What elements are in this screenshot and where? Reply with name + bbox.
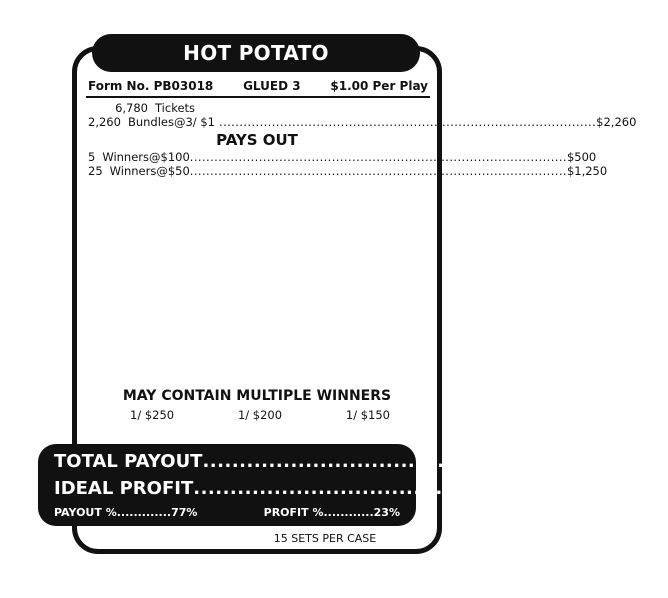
line-amount: $500 xyxy=(566,150,597,164)
price-per-play: $1.00 Per Play xyxy=(330,79,428,93)
line-at: @ xyxy=(156,164,168,178)
line-amount: $1,250 xyxy=(566,164,608,178)
line-at: @ xyxy=(149,150,161,164)
payout-percent-label: PAYOUT % xyxy=(54,506,117,519)
sets-per-case: 15 SETS PER CASE xyxy=(273,532,377,545)
leader-dots: ............................................................................................. xyxy=(189,164,567,178)
line-desc xyxy=(168,164,567,178)
total-payout-row xyxy=(54,451,668,472)
list-item: 1/ $250 xyxy=(130,408,175,422)
payout-percent xyxy=(54,506,197,519)
total-payout-value: $1,750 xyxy=(598,451,668,472)
title-banner xyxy=(92,34,420,72)
profit-percent-value: 23% xyxy=(373,506,400,519)
header-divider xyxy=(86,96,430,98)
line-at: @ xyxy=(173,115,186,129)
line-desc xyxy=(161,150,567,164)
leader-dots: ............. xyxy=(116,506,172,519)
total-payout-label: TOTAL PAYOUT xyxy=(54,451,203,472)
payout-percent-value: 77% xyxy=(171,506,198,519)
leader-dots: ............................................................................................. xyxy=(214,115,597,129)
percentages-row xyxy=(54,506,400,519)
profit-percent xyxy=(264,506,400,519)
profit-percent-label: PROFIT % xyxy=(263,506,324,519)
ideal-profit-row xyxy=(54,478,640,499)
line-qty: 6,780 xyxy=(115,101,148,115)
leader-dots: ...................................................... xyxy=(193,478,590,499)
form-number: Form No. PB03018 xyxy=(88,79,214,93)
line-amount: $2,260 xyxy=(596,115,637,129)
ticket-info-lines xyxy=(88,101,637,129)
line-label: Bundles xyxy=(127,115,174,129)
list-item xyxy=(88,115,637,129)
line-desc-text: $100 xyxy=(160,150,190,164)
list-item xyxy=(88,150,597,164)
multiple-winners-heading: MAY CONTAIN MULTIPLE WINNERS xyxy=(122,388,392,404)
list-item xyxy=(88,101,384,115)
multiple-winners-list xyxy=(130,408,390,422)
pays-out-heading: PAYS OUT xyxy=(216,131,298,149)
leader-dots: ............ xyxy=(323,506,374,519)
ideal-profit-label: IDEAL PROFIT xyxy=(54,478,194,499)
leader-dots: ............................................................................................. xyxy=(189,150,567,164)
ticket-title: HOT POTATO xyxy=(183,41,329,65)
list-item xyxy=(88,164,608,178)
header-row xyxy=(88,79,428,97)
line-desc-text: $50 xyxy=(167,164,190,178)
leader-dots: ...................................................... xyxy=(202,451,599,472)
line-qty: 2,260 xyxy=(88,115,121,129)
list-item: 1/ $200 xyxy=(237,408,283,422)
ideal-profit-value: $510 xyxy=(589,478,640,499)
list-item: 1/ $150 xyxy=(345,408,390,422)
payout-summary-box xyxy=(38,444,668,526)
line-label: Winners xyxy=(109,164,157,178)
line-desc-text: 3/ $1 xyxy=(185,115,215,129)
winner-lines xyxy=(88,150,608,178)
line-label: Tickets xyxy=(155,101,196,115)
line-qty: 5 xyxy=(88,150,96,164)
line-label: Winners xyxy=(102,150,150,164)
line-qty: 25 xyxy=(88,164,103,178)
glued-count: GLUED 3 xyxy=(243,79,301,93)
line-desc xyxy=(185,115,596,129)
